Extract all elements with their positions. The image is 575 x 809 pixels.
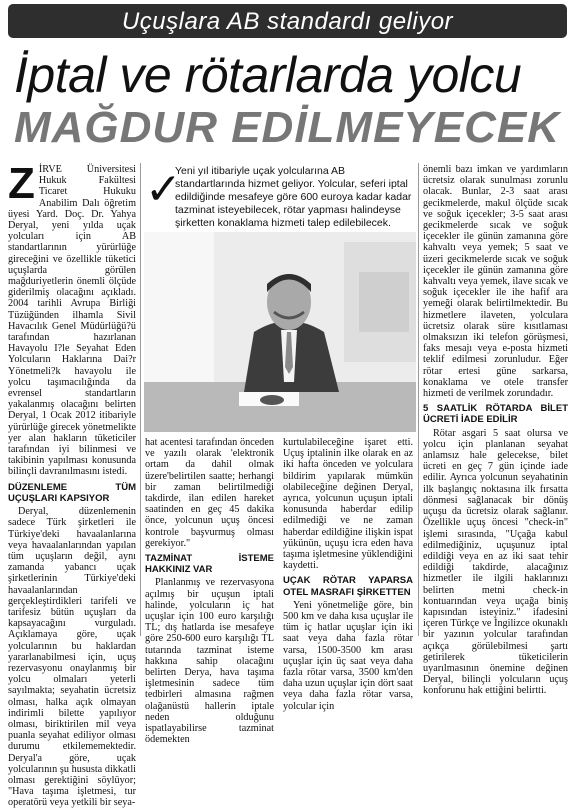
body-paragraph: önemli bazı imkan ve yardımların ücretsiz olarak sunulması zorunlu olacak. Bunlar, 2-3 saat arası gecikmelerde, makul ölçüde sıcak ve soğuk içecekler; 3-5 saat arası gecikmelerde sıcak ve soğuk içecekler ile günün zamanına göre kahvaltı veya yemek; 5 saat ve üzeri gecikmelerde sıcak ve soğuk içecekler ile günün zamanına göre kahvaltı veya yemek, ilave sıcak ve soğuk içecekler ile ihe hafif ara yemeği olarak belirtilmektedir. Bu hizmetlere ilaveten, yolculara ücretsiz olarak süre kısıtlaması olmaksızın iki telefon görüşmesi, faks mesajı veya e-posta hizmeti teklif edilmesi zorunludur. Eğer rötar ertesi güne sarkarsa, konaklama ve otele transfer hizmeti de verilmek zorundadır. xyxy=(423,164,568,400)
intro-paragraph: İRVE Üniversitesi Hukuk Fakültesi Ticaret Hukuku Anabilim Dalı öğretim üyesi Yard. Doç. Dr. Yahya Deryal, yeni yılda uçak yolcuları için AB standartlarının yürürlüğe gireceğini ve özellikle tüketici uçuşlarda görülen mağduriyetlerin önemli ölçüde giderilmiş olacağını açıkladı. 2004 tarihli Avrupa Birliği Tüzüğünden ilhamla Sivil Havacılık Genel Müdürlüğü?ü tarafından hazırlanan Havayolu I?le Seyahat Eden Yolcuların Haklarına Dai?r Yönetmeli?k havayolu ile yolcu taşımacılığında da evrensel standartların yakalanmış olacağını belirten Deryal, 1 Ocak 2012 itibariyle yürürlüğe girecek yönetmelikte yer alan hakların tüketiciler tarafından iyi bilinmesi ve takibinin yapılması konusunda bilinçli davranılmasını istedi. xyxy=(8,164,136,478)
subheading: UÇAK RÖTAR YAPARSA OTEL MASRAFI ŞİRKETTEN xyxy=(283,575,413,598)
body-paragraph: Deryal, düzenlemenin sadece Türk şirketleri ile Türkiye'deki havaalanlarına veya havaalanlarından yapılan tüm uçuşların değil, aynı zamanda yabancı uçak şirketlerinin Türkiye'deki havaalanlarından gerçekleştirdikleri tarifeli ve tarifesiz bütün uçuşları da kapsayacağını vurguladı. Açıklamaya göre, uçak yolcularının bu haklardan yararlanabilmesi için, uçuş rezervasyonu onaylanmış bir yolcu olmaları yeterli sayılmakta; seyahatin ücretsiz olması, halka açık olmayan indirimli bilette yapılıyor olması, biriktirilen mil veya puanla seyahat ediliyor olması durumu etkilememektedir. Deryal'a göre, uçak yolcularının şu hususta dikkatli olması gerektiğini söylüyor; "Hava taşıma işletmesi, tur operatörü veya yetkili bir seya- xyxy=(8,506,136,809)
lede-block xyxy=(145,165,413,229)
man-at-desk-illustration xyxy=(144,232,416,432)
column-divider xyxy=(140,163,141,636)
banner-title: Uçuşlara AB standardı geliyor xyxy=(121,8,454,35)
subheading: DÜZENLEME TÜM UÇUŞLARI KAPSIYOR xyxy=(8,481,136,504)
body-paragraph: kurtulabileceğine işaret etti. Uçuş iptalinin ilke olarak en az iki hafta önceden ve yolculara bildirim yapılarak mümkün olabileceğine değinen Deryal, ayrıca, yolcunun uçuşun iptali konusunda haberdar edilip edilmediği ve ne zaman haberdar edildiğine ilişkin ispat yükünün, uçuşu icra eden hava taşıma işletmesine yüklendiğini kaydetti. xyxy=(283,437,413,572)
lede-text: Yeni yıl itibariyle uçak yolcularına AB standartlarında hizmet geliyor. Yolcular, seferi iptal edildiğinde mesafeye göre 600 euroya kadar kadar tazminat isteyebilecek, rötar yapması halindeyse şirketten konaklama hizmeti talep edilebilecek. xyxy=(175,165,412,229)
headline-line-1: İptal ve rötarlarda yolcu xyxy=(14,47,522,103)
body-paragraph: Rötar asgari 5 saat olursa ve yolcu için planlanan seyahat anlamsız hale gelecekse, bilet ücreti en geç 7 gün içinde iade edilir. Ayrıca yolcunun seyahatinin ilk başlangıç noktasına ilk fırsatta dönmesi sağlanacak bir dönüş uçuşu da ücretsiz olarak sağlanır. Özellikle uçuş öncesi "check-in" işlemi sırasında, "Uçağa kabul edilmediğiniz, uçuşunuz iptal edildiği veya en az iki saat tehir edildiği takdirde, alacağınız hizmetler ile ilgili haklarınızı belirten metni check-in kontuarından veya uçağa biniş kapısından isteyiniz." ifadesini içeren Türkçe ve İngilizce okunaklı bir yazının yolcular tarafından açıkça görülebilmesi şartı getirilerek tüketicilerin uyarılmasının önemine değinen Deryal, bilinçli yolcuların uçuş konforunu hak ettiğini belirtti. xyxy=(423,427,568,697)
body-paragraph: Planlanmış ve rezervasyona açılmış bir uçuşun iptali halinde, yolcuların iç hat uçuşlar için 100 euro karşılığı TL; dış hatlarda ise mesafeye göre 250-600 euro karşılığı TL tutarında tazminat isteme hakkına sahip olacağını belirten Derya, hava taşıma işletmesinin sadece tüm tedbirleri almasına rağmen olağanüstü hallerin iptale neden olduğunu ispatlayabilirse tazminat ödemekten xyxy=(145,577,274,746)
subheading: TAZMİNAT İSTEME HAKKINIZ VAR xyxy=(145,553,274,576)
checkmark-icon: ✓ xyxy=(145,164,182,215)
article-column-2 xyxy=(145,437,274,745)
section-banner xyxy=(8,4,567,38)
article-column-4 xyxy=(423,164,568,697)
body-paragraph: hat acentesi tarafından önceden ve yazılı olarak 'elektronik ortam da dahil olmak üzere'belirtilen saatte; herhangi bir zaman belirtilmediği takdirde, ilan edilen hareket saatinden en geç 45 dakika önce, yolcunun uçuş öncesi kontrole başvurmuş olması gerekiyor." xyxy=(145,437,274,549)
body-paragraph: Yeni yönetmeliğe göre, bin 500 km ve daha kısa uçuşlar ile tüm iç hatlar uçuşlar için iki saat veya daha fazla rötar varsa, 1500-3500 km arası uçuşlar için üç saat veya daha fazla rötar varsa, 3500 km'den daha uzun uçuşlar için dört saat veya daha fazla rötar varsa, yolcular için xyxy=(283,599,413,712)
portrait-photo xyxy=(144,232,416,432)
article-column-3 xyxy=(283,437,413,712)
article-column-1 xyxy=(8,159,136,809)
headline-line-2: MAĞDUR EDİLMEYECEK xyxy=(14,103,561,152)
drop-cap: Z xyxy=(8,159,35,208)
column-divider xyxy=(418,163,419,636)
subheading: 5 SAATLİK RÖTARDA BİLET ÜCRETİ İADE EDİLİR xyxy=(423,403,568,426)
